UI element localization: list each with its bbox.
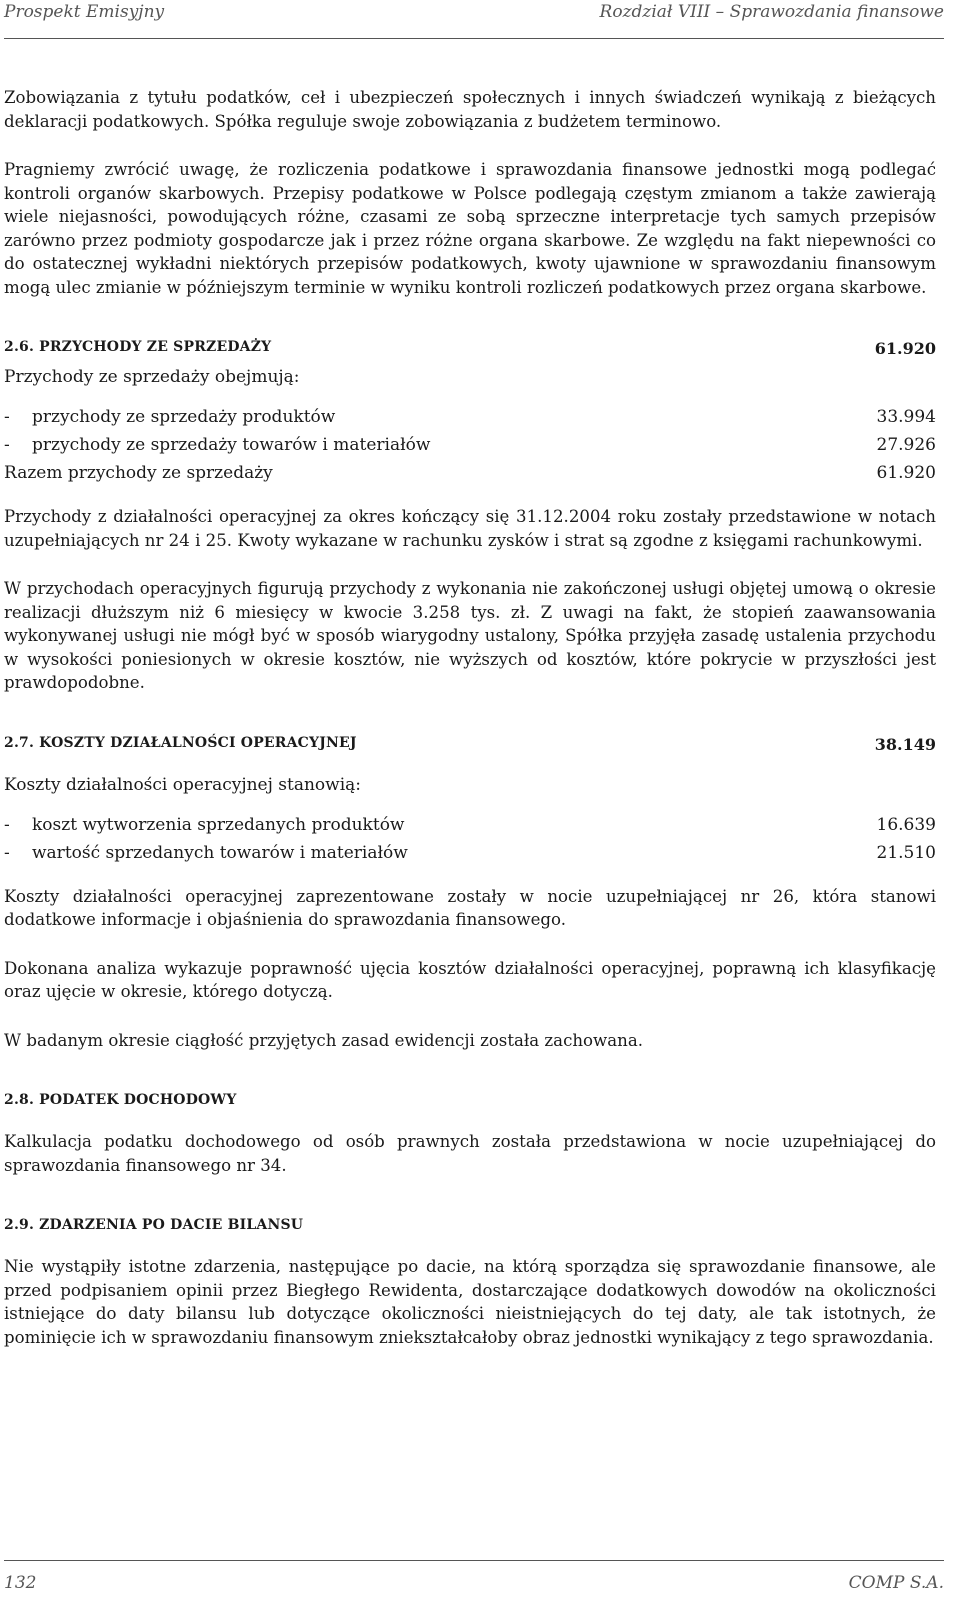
section-2-8-heading: [4, 1092, 936, 1118]
header-document-title: Prospekt Emisyjny: [4, 2, 165, 22]
page-number: 132: [4, 1573, 37, 1593]
item-label: koszt wytworzenia sprzedanych produktów: [32, 814, 405, 835]
footer-company: COMP S.A.: [848, 1573, 944, 1593]
list-dash: -: [4, 814, 10, 835]
page-content: [4, 86, 936, 1349]
paragraph-post-balance-events: Nie wystąpiły istotne zdarzenia, następujące po dacie, na którą sporządza się sprawozdanie finansowe, ale przed podpisaniem opinii przez Biegłego Rewidenta, dostarczające dodatkowych dowodów na okoliczności istniejące do daty bilansu lub dotyczące okoliczności nieistniejących do tej daty, ale tak istotnych, że pominięcie ich w sprawozdaniu finansowym zniekształcałoby obraz jednostki wynikający z tego sprawozdania.: [4, 1257, 936, 1347]
total-amount: 61.920: [876, 463, 936, 483]
list-dash: -: [4, 842, 10, 863]
list-dash: -: [4, 407, 10, 427]
item-label: przychody ze sprzedaży produktów: [32, 407, 336, 427]
list-item: [4, 433, 936, 461]
section-2-6-heading: [4, 339, 936, 365]
section-2-7-heading: [4, 735, 936, 761]
item-amount: 16.639: [876, 814, 936, 835]
item-amount: 27.926: [876, 435, 936, 455]
paragraph-costs-analysis: Dokonana analiza wykazuje poprawność ujęcia kosztów działalności operacyjnej, poprawną ich klasyfikację oraz ujęcie w okresie, którego dotyczą.: [4, 958, 936, 1001]
header-chapter-title: Rozdział VIII – Sprawozdania finansowe: [599, 2, 944, 22]
section-intro: Przychody ze sprzedaży obejmują:: [4, 367, 300, 387]
section-title: 2.9. ZDARZENIA PO DACIE BILANSU: [4, 1217, 304, 1233]
section-2-9-heading: [4, 1217, 936, 1243]
total-row: [4, 461, 936, 489]
paragraph-tax-control: Pragniemy zwrócić uwagę, że rozliczenia podatkowe i sprawozdania finansowe jednostki mogą podlegać kontroli organów skarbowych. Przepisy podatkowe w Polsce podlegają częstym zmianom a także zawierają wiele niejasności, powodujących różne, czasami ze sobą sprzeczne interpretacje tych samych przepisów zarówno przez podmioty gospodarcze jak i przez różne organa skarbowe. Ze względu na fakt niepewności co do ostatecznej wykładni niektórych przepisów podatkowych, kwoty ujawnione w sprawozdaniu finansowym mogą ulec zmianie w późniejszym terminie w wyniku kontroli rozliczeń podatkowych przez organa skarbowe.: [4, 160, 936, 297]
list-item: [4, 841, 936, 869]
item-label: przychody ze sprzedaży towarów i materiałów: [32, 435, 431, 455]
paragraph-revenue-notes: Przychody z działalności operacyjnej za okres kończący się 31.12.2004 roku zostały przedstawione w notach uzupełniających nr 24 i 25. Kwoty wykazane w rachunku zysków i strat są zgodne z księgami rachunkowymi.: [4, 507, 936, 550]
item-label: wartość sprzedanych towarów i materiałów: [32, 842, 408, 863]
section-title: 2.6. PRZYCHODY ZE SPRZEDAŻY: [4, 339, 272, 355]
section-title: 2.8. PODATEK DOCHODOWY: [4, 1092, 237, 1108]
paragraph-tax-liabilities: Zobowiązania z tytułu podatków, ceł i ubezpieczeń społecznych i innych świadczeń wynikają z bieżących deklaracji podatkowych. Spółka reguluje swoje zobowiązania z budżetem terminowo.: [4, 88, 936, 131]
paragraph-costs-continuity: W badanym okresie ciągłość przyjętych zasad ewidencji została zachowana.: [4, 1030, 643, 1050]
item-amount: 33.994: [876, 407, 936, 427]
section-title: 2.7. KOSZTY DZIAŁALNOŚCI OPERACYJNEJ: [4, 734, 357, 751]
section-amount: 38.149: [874, 734, 936, 754]
list-dash: -: [4, 435, 10, 455]
section-intro: Koszty działalności operacyjnej stanowią:: [4, 774, 362, 795]
list-item: [4, 405, 936, 433]
paragraph-income-tax: Kalkulacja podatku dochodowego od osób prawnych została przedstawiona w nocie uzupełniającej do sprawozdania finansowego nr 34.: [4, 1132, 936, 1175]
total-label: Razem przychody ze sprzedaży: [4, 463, 273, 483]
list-item: [4, 813, 936, 841]
paragraph-costs-notes: Koszty działalności operacyjnej zaprezentowane zostały w nocie uzupełniającej nr 26, która stanowi dodatkowe informacje i objaśnienia do sprawozdania finansowego.: [4, 886, 936, 929]
item-amount: 21.510: [876, 842, 936, 863]
paragraph-revenue-service: W przychodach operacyjnych figurują przychody z wykonania nie zakończonej usługi objętej umową o okresie realizacji dłuższym niż 6 miesięcy w kwocie 3.258 tys. zł. Z uwagi na fakt, że stopień zaawansowania wykonywanej usługi nie mógł być w sposób wiarygodny ustalony, Spółka przyjęła zasadę ustalenia przychodu w wysokości poniesionych w okresie kosztów, nie wyższych od kosztów, które pokrycie w przyszłości jest prawdopodobne.: [4, 579, 936, 692]
page-footer: [4, 1560, 944, 1606]
page-header: [4, 0, 944, 39]
section-amount: 61.920: [874, 339, 936, 358]
